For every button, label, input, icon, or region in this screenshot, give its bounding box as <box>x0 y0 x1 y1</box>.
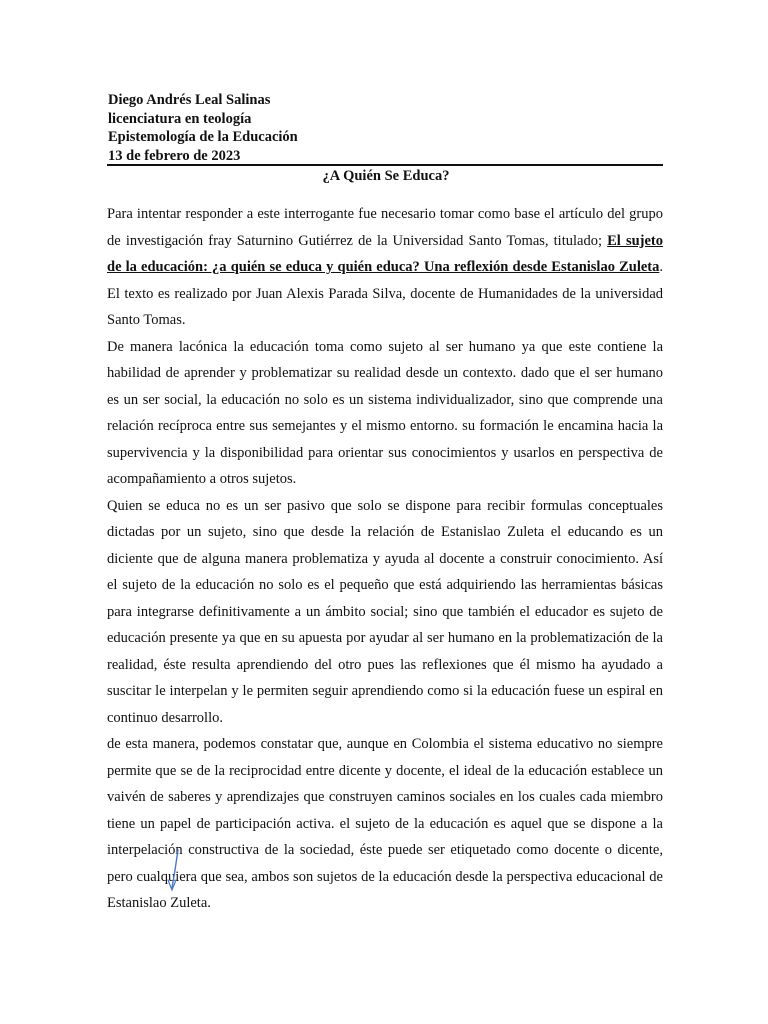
document-date: 13 de febrero de 2023 <box>108 147 241 164</box>
document-body <box>107 201 663 917</box>
paragraph-4: de esta manera, podemos constatar que, aunque en Colombia el sistema educativo no siempre permite que se de la reciprocidad entre dicente y docente, el ideal de la educación establece un vaivén de saberes y aprendizajes que construyen caminos sociales en los cuales cada miembro tiene un papel de participación activa. el sujeto de la educación es aquel que se dispone a la interpelación constructiva de la sociedad, éste puede ser etiquetado como docente o dicente, pero cualquiera que sea, ambos son sujetos de la educación desde la perspectiva educacional de Estanislao Zuleta. <box>107 736 663 911</box>
program-name: licenciatura en teología <box>108 110 252 127</box>
course-name: Epistemología de la Educación <box>108 129 298 145</box>
paragraph-1-intro: Para intentar responder a este interrogante fue necesario tomar como base el artículo del grupo de investigación fray Saturnino Gutiérrez de la Universidad Santo Tomas, titulado; <box>107 206 663 249</box>
paragraph-1 <box>107 201 663 334</box>
author-name: Diego Andrés Leal Salinas <box>108 92 271 108</box>
article-reference-title: El sujeto de la educación: ¿a quién se educa y quién educa? Una reflexión desde Estanislao Zuleta <box>107 232 664 275</box>
document-title: ¿A Quién Se Educa? <box>322 168 450 184</box>
document-header <box>108 91 664 165</box>
paragraph-3: Quien se educa no es un ser pasivo que solo se dispone para recibir formulas conceptuales dictadas por un sujeto, sino que desde la relación de Estanislao Zuleta el educando es un diciente que de alguna manera problematiza y ayuda al docente a construir conocimiento. Así el sujeto de la educación no solo es el pequeño que está adquiriendo las herramientas básicas para integrarse definitivamente a un ámbito social; sino que también el educador es sujeto de educación presente ya que en su apuesta por ayudar al ser humano en la problematización de la realidad, éste resulta aprendiendo del otro pues las reflexiones que él mismo ha ayudado a suscitar le interpelan y le permiten seguir aprendiendo como si la educación fuese un espiral en continuo desarrollo. <box>107 497 663 726</box>
paragraph-1-rest: . El texto es realizado por Juan Alexis Parada Silva, docente de Humanidades de la universidad Santo Tomas. <box>107 259 663 328</box>
paragraph-2: De manera lacónica la educación toma como sujeto al ser humano ya que este contiene la habilidad de aprender y problematizar su realidad desde un contexto. dado que el ser humano es un ser social, la educación no solo es un sistema individualizador, sino que comprende una relación recíproca entre sus semejantes y el mismo entorno. su formación le encamina hacia la supervivencia y la disponibilidad para orientar sus conocimientos y usarlos en perspectiva de acompañamiento a otros sujetos. <box>107 338 663 487</box>
